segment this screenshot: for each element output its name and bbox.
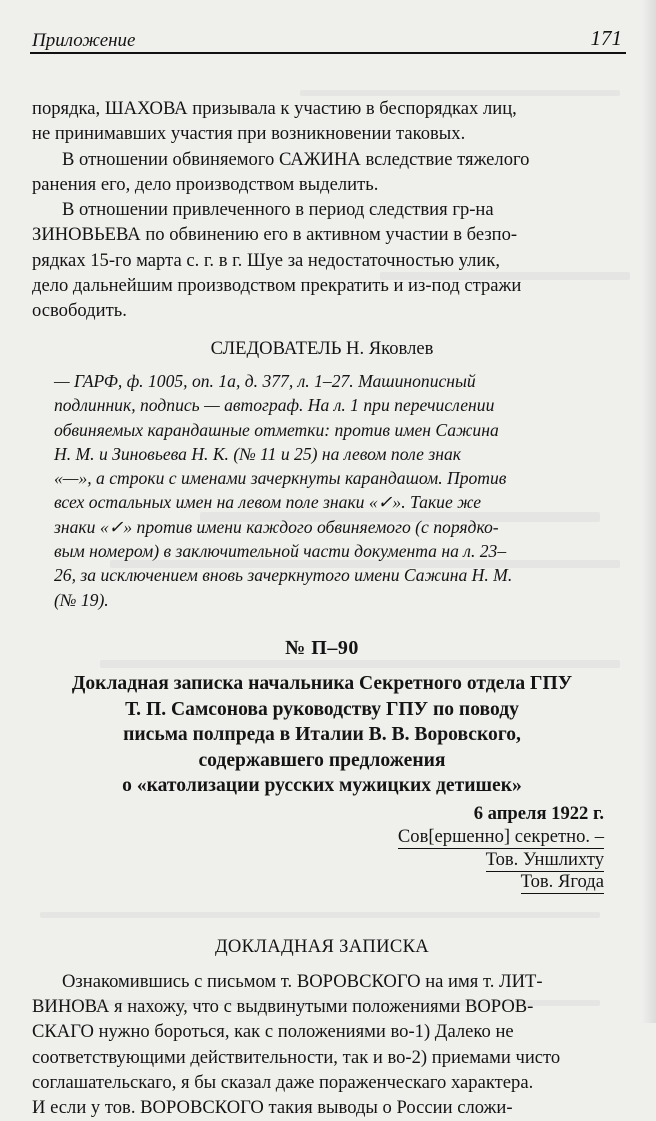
addressee-yagoda: Тов. Ягода bbox=[520, 871, 604, 893]
page-body bbox=[32, 96, 612, 1121]
addressee-block bbox=[32, 826, 612, 894]
title-line: Докладная записка начальника Секретного отдела ГПУ bbox=[71, 673, 573, 695]
note-line: всех остальных имен на левом поле знаки «✓». Такие же bbox=[54, 492, 482, 513]
note-line: вым номером) в заключительной части документа на л. 23– bbox=[54, 541, 507, 562]
text-line: ЗИНОВЬЕВА по обвинению его в активном участии в безпо- bbox=[32, 224, 518, 246]
page-edge-shadow bbox=[642, 0, 656, 1023]
note-line: 26, за исключением вновь зачеркнутого имени Сажина Н. М. bbox=[54, 565, 513, 586]
note-line: Н. М. и Зиновьева Н. К. (№ 11 и 25) на левом поле знак bbox=[54, 443, 462, 464]
text-line: ранения его, дело производством выделить. bbox=[32, 173, 379, 195]
text-line: не принимавших участия при возникновении таковых. bbox=[32, 123, 466, 145]
addressee-line bbox=[32, 849, 604, 872]
title-line: содержавшего предложения bbox=[198, 749, 446, 771]
text-line: рядках 15-го марта с. г. в г. Шуе за недостаточностью улик, bbox=[32, 249, 501, 271]
note-line: подлинник, подпись — автограф. На л. 1 при перечислении bbox=[54, 395, 495, 416]
note-line: (№ 19). bbox=[54, 589, 109, 610]
text-line: СКАГО нужно бороться, как с положениями во-1) Далеко не bbox=[32, 1021, 514, 1043]
memo-heading: ДОКЛАДНАЯ ЗАПИСКА bbox=[214, 935, 430, 957]
text-line: В отношении обвиняемого САЖИНА вследствие тяжелого bbox=[62, 148, 530, 170]
title-line: Т. П. Самсонова руководству ГПУ по поводу bbox=[125, 698, 519, 720]
text-line: соглашательскаго, я бы сказал даже пораженческаго характера. bbox=[32, 1072, 534, 1094]
section-title: Приложение bbox=[32, 30, 136, 51]
text-line: освободить. bbox=[32, 300, 127, 322]
addressee-line bbox=[32, 871, 604, 894]
note-line: «—», а строки с именами зачеркнуты карандашом. Против bbox=[54, 468, 507, 489]
text-line: В отношении привлеченного в период следствия гр-на bbox=[62, 199, 494, 221]
text-line: порядка, ШАХОВА призывала к участию в беспорядках лиц, bbox=[32, 98, 517, 119]
running-header bbox=[30, 24, 626, 54]
investigator-signature: СЛЕДОВАТЕЛЬ Н. Яковлев bbox=[210, 337, 434, 359]
title-line: о «католизации русских мужицких детишек» bbox=[122, 775, 522, 797]
note-line: знаки «✓» против имени каждого обвиняемого (с порядко- bbox=[54, 516, 499, 537]
text-line: И если у тов. ВОРОВСКОГО такия выводы о России сложи- bbox=[32, 1097, 513, 1119]
document-date: 6 апреля 1922 г. bbox=[473, 802, 604, 824]
note-line: — ГАРФ, ф. 1005, оп. 1а, д. 377, л. 1–27. Машинописный bbox=[54, 370, 476, 391]
text-line: соответствующими действительности, так и во-2) приемами чисто bbox=[32, 1046, 561, 1068]
document-number: № П–90 bbox=[285, 636, 359, 659]
note-line: обвиняемых карандашные отметки: против имен Сажина bbox=[54, 419, 499, 440]
text-line: дело дальнейшим производством прекратить и из-под стражи bbox=[32, 275, 522, 297]
document-title bbox=[32, 671, 612, 799]
text-line: ВИНОВА я нахожу, что с выдвинутыми положениями ВОРОВ- bbox=[32, 996, 534, 1018]
archival-source-note bbox=[54, 369, 606, 612]
classification-line bbox=[32, 826, 604, 849]
classification-stamp: Сов[ершенно] секретно. – bbox=[397, 826, 604, 848]
addressee-unshlikht: Тов. Уншлихту bbox=[485, 848, 604, 870]
page-number: 171 bbox=[590, 26, 622, 50]
title-line: письма полпреда в Италии В. В. Воровского, bbox=[123, 724, 521, 746]
text-line: Ознакомившись с письмом т. ВОРОВСКОГО на имя т. ЛИТ- bbox=[62, 970, 543, 992]
